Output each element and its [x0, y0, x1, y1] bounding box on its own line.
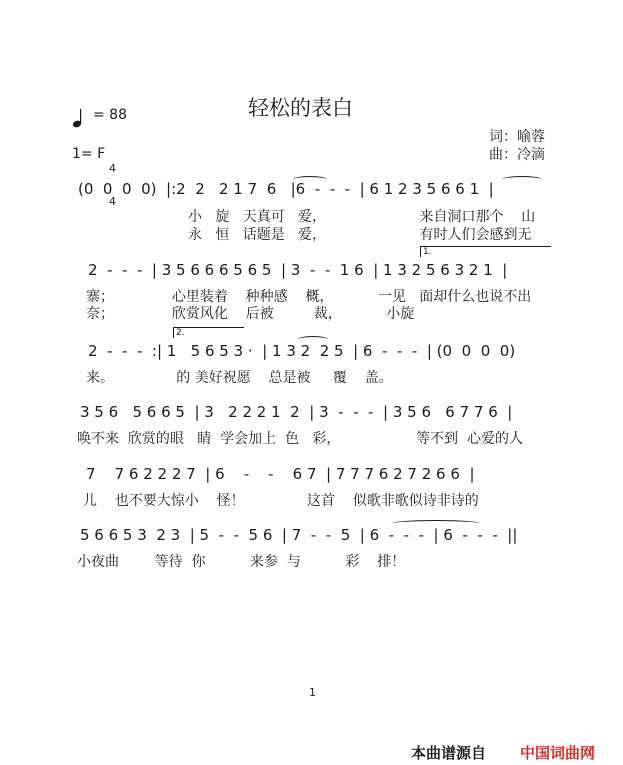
notation-row-4: 3 5 6 5 6 6 5 | 3 2 2 2 1 2 | 3 - - - | 3 5 6 6 7 7 6 |	[80, 403, 513, 421]
notation-row-2: 2 - - - | 3 5 6 6 6 5 6 5 | 3 - - 1 6 | 1 3 2 5 6 3 2 1 |	[88, 261, 508, 279]
lyric-row-1-verse-2: 永 恒 话题是 爱， 有时人们会感到无	[188, 227, 532, 243]
notation-row-3: 2 - - - :| 1 5 6 5 3 · | 1 3 2 2 5 | 6 - - - | (0 0 0 0)	[88, 342, 516, 360]
lyric-row-2-verse-1: 寨； 心里装着 种种感 概， 一见 面却什么也说不出	[86, 289, 532, 305]
volta-label-1: 1.	[423, 247, 432, 257]
volta-bracket-1	[420, 246, 551, 257]
lyricist-credit: 词：喻蓉	[489, 129, 545, 145]
notation-row-6: 5 6 6 5 3 2 3 | 5 - - 5 6 | 7 - - 5 | 6 - - - | 6 - - - ||	[80, 526, 518, 544]
lyric-row-3: 来。 的 美好祝愿 总是被 覆 盖。	[86, 370, 393, 386]
meter-bottom: 4	[109, 195, 116, 208]
lyric-row-4: 唤不来 欣赏的眼 睛 学会加上 色 彩， 等不到 心爱的人	[77, 431, 523, 447]
lyric-row-1-verse-1: 小 旋 天真可 爱， 来自洞口那个 山	[188, 209, 536, 225]
lyric-row-5: 儿 也不要大惊小 怪！ 这首 似歌非歌似诗非诗的	[83, 493, 479, 509]
notation-row-5: 7 7 6 2 2 2 7 | 6 - - 6 7 | 7 7 7 6 2 7 2 6 6 |	[86, 465, 475, 483]
key-signature: 1= F	[72, 146, 106, 162]
composer-credit: 曲：冷滴	[489, 147, 545, 163]
slur	[293, 176, 327, 183]
lyric-row-6: 小夜曲 等待 你 来参 与 彩 排！	[77, 554, 406, 570]
song-title: 轻松的表白	[248, 96, 353, 120]
footer-site-link[interactable]: 中国词曲网	[520, 744, 596, 762]
tempo-value: = 88	[93, 107, 127, 123]
meter-top: 4	[109, 162, 116, 175]
volta-label-2: 2.	[176, 328, 185, 338]
quarter-note-icon	[72, 107, 86, 129]
notation-row-1: (0 0 0 0) |:2 2 2 1 7 6 |6 - - - | 6 1 2 3 5 6 6 1 |	[78, 180, 494, 198]
slur	[298, 336, 328, 343]
footer-source-label: 本曲谱源自	[411, 744, 487, 762]
slur	[502, 176, 542, 183]
lyric-row-2-verse-2: 奈； 欣赏风化 后被 裁， 小旋	[86, 306, 415, 322]
page-number: 1	[309, 686, 316, 699]
